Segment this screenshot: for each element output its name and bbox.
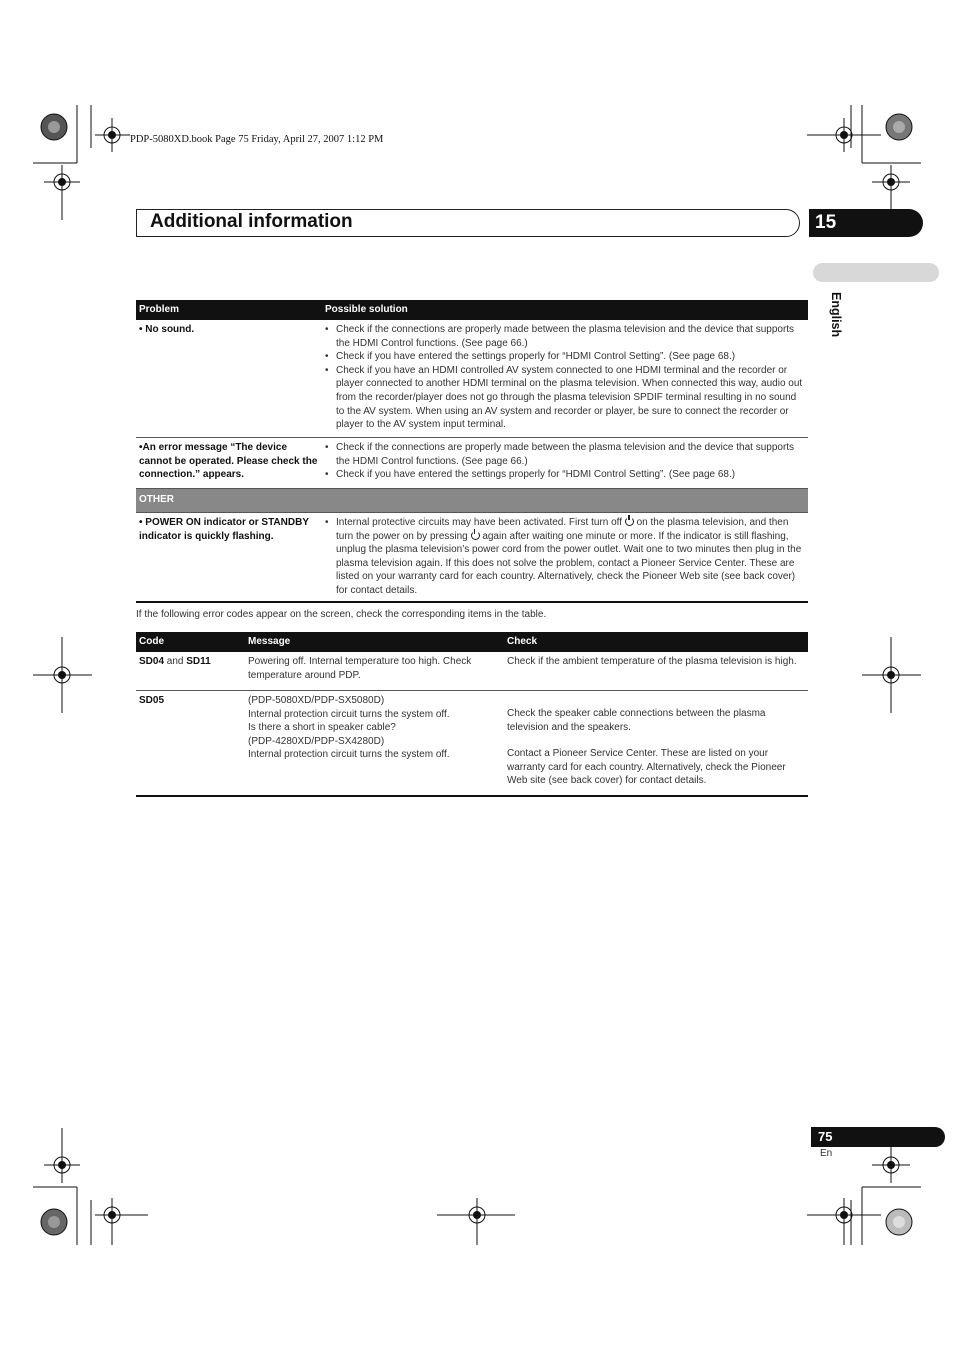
error-code-note: If the following error codes appear on the screen, check the corresponding items in the table. [136,609,547,620]
table-row [136,690,808,795]
power-icon [625,517,634,526]
page-number: 75 [818,1129,833,1144]
table-end-rule [136,795,808,797]
table-end-rule [136,601,808,603]
error-code-table [136,632,808,797]
table-row [136,437,808,488]
table-header [136,632,808,652]
section-label: OTHER [139,494,174,505]
message-cell: Powering off. Internal temperature too high. Check temperature around PDP. [248,656,472,681]
table-row [136,512,808,601]
table-row [136,652,808,690]
list-item: • Check if you have an HDMI controlled AV system connected to one HDMI terminal and the recorder or player connected to another HDMI terminal on the plasma television. When connected this way, audio out from the recorder/player does not go through the plasma television SPDIF terminal resulting in no sound to the AV system. When using an AV system and recorder or player, be sure to connect the recorder or player to the AV system input terminal. [325,364,804,432]
check-cell: Check the speaker cable connections between the plasma television and the speakers. Contact a Pioneer Service Center. These are listed on your warranty card for each country. Alternatively, check the Pioneer Web site (see back cover) for contact details. [507,708,786,787]
header-code: Code [139,636,164,647]
file-info-line: PDP-5080XD.book Page 75 Friday, April 27, 2007 1:12 PM [130,134,384,145]
header-problem: Problem [139,304,180,315]
problem-cell: • POWER ON indicator or STANDBY indicator is quickly flashing. [139,517,309,542]
solution-cell [325,441,804,482]
header-check: Check [507,636,538,647]
power-icon [471,531,480,540]
header-message: Message [248,636,291,647]
problem-cell: • No sound. [139,324,195,335]
code-cell: SD04 and SD11 [139,656,211,667]
troubleshooting-table [136,300,808,603]
page-title: Additional information [150,211,353,232]
list-item: • Check if the connections are properly made between the plasma television and the device that supports the HDMI Control functions. (See page 66.) [325,441,804,468]
list-item: • Check if you have entered the settings properly for “HDMI Control Setting”. (See page 68.) [325,468,804,482]
chapter-number: 15 [815,212,837,233]
table-row [136,320,808,437]
list-item: • Check if you have entered the settings properly for “HDMI Control Setting”. (See page 68.) [325,350,804,364]
page-language: En [820,1148,833,1159]
table-header [136,300,808,320]
list-item: • Check if the connections are properly made between the plasma television and the device that supports the HDMI Control functions. (See page 66.) [325,323,804,350]
solution-cell [325,516,804,598]
code-cell: SD05 [139,695,165,706]
list-item: • Internal protective circuits may have been activated. First turn off on the plasma television, and then turn the power on by pressing again after waiting one minute or more. If the indicator is still flashing, unplug the plasma television’s power cord from the power outlet. Wait one to two minutes then plug in the plasma television again. If this does not solve the problem, contact a Pioneer Service Center. These are listed on your warranty card for each country. Alternatively, check the Pioneer Web site (see back cover) for contact details. [325,516,804,598]
solution-cell [325,323,804,432]
header-solution: Possible solution [325,304,408,315]
message-cell: (PDP-5080XD/PDP-SX5080D) Internal protection circuit turns the system off. Is there a short in speaker cable? (PDP-4280XD/PDP-SX4280D) Internal protection circuit turns the system off. [248,695,450,761]
language-tab [813,263,939,282]
section-row-other [136,488,808,512]
check-cell: Check if the ambient temperature of the plasma television is high. [507,656,797,667]
problem-cell: •An error message “The device cannot be operated. Please check the connection.” appears. [139,442,318,481]
language-label: English [829,292,843,338]
